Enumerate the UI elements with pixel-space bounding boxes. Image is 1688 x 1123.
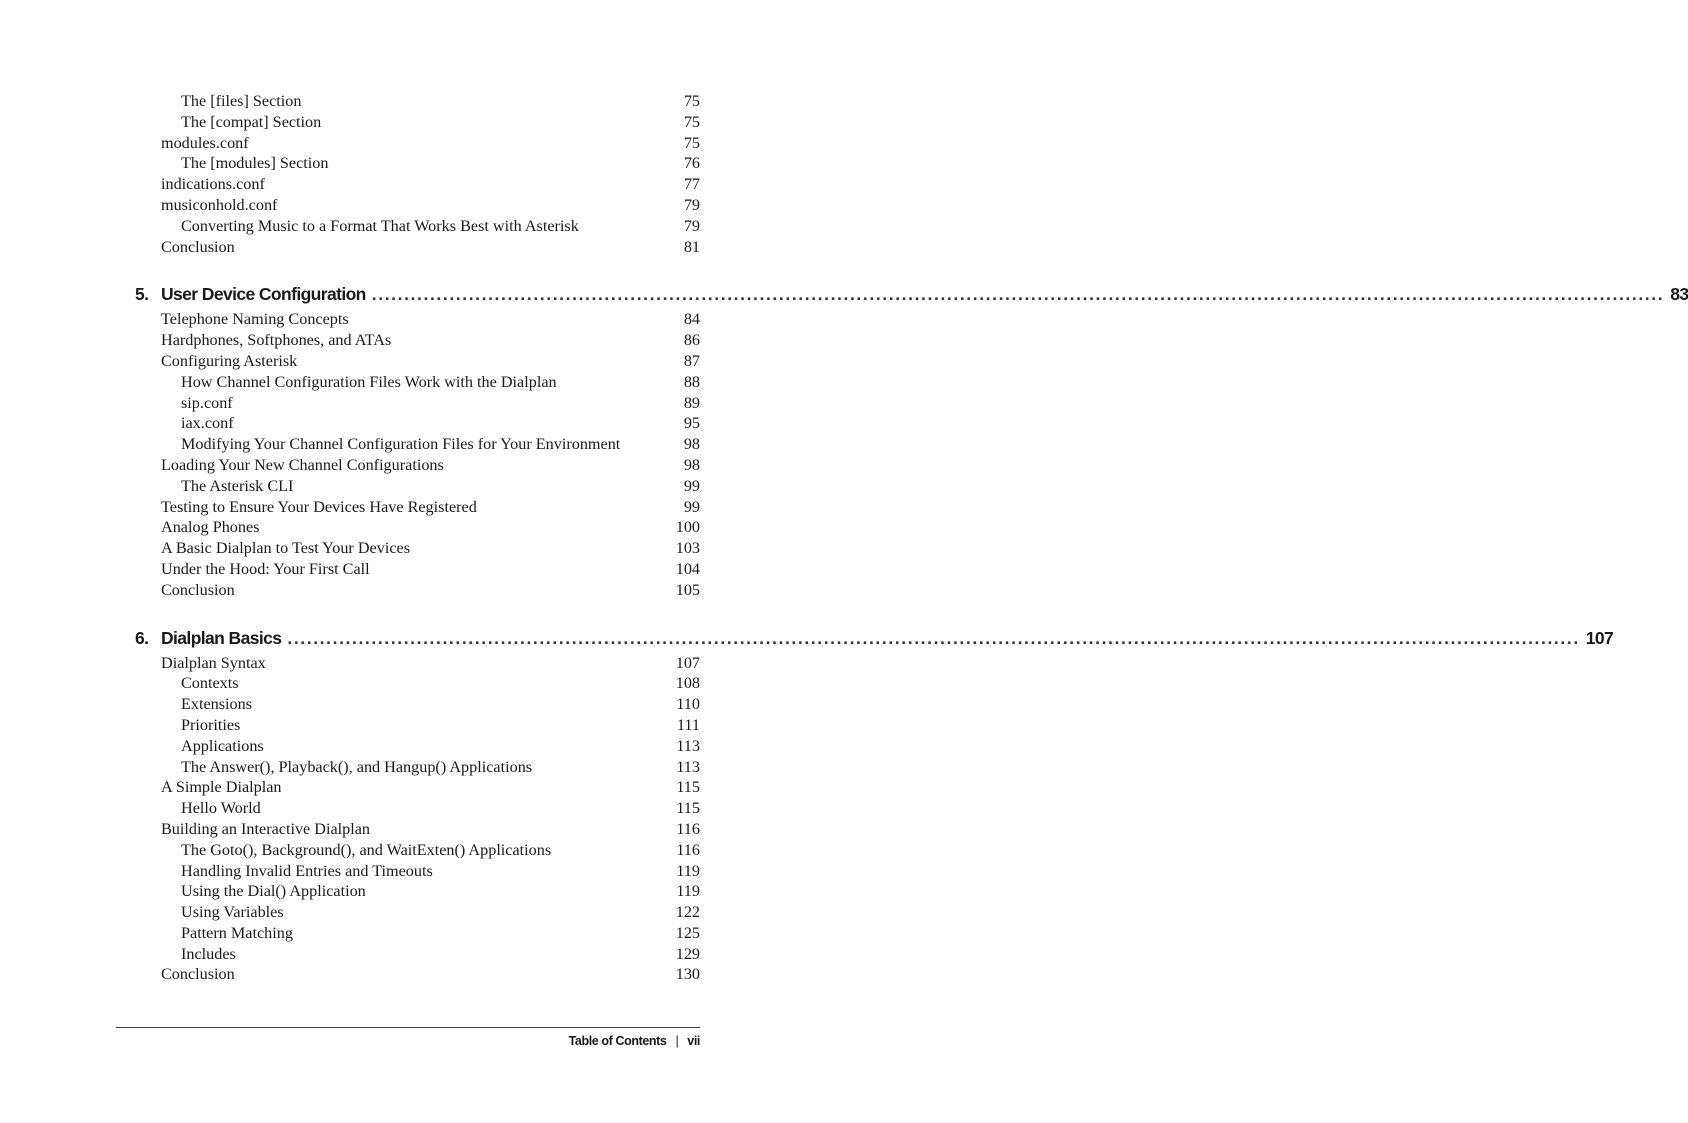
toc-entry-page: 113 xyxy=(676,736,700,755)
toc-entry-title: Conclusion xyxy=(161,237,235,256)
chapter-page: 107 xyxy=(1585,627,1614,648)
chapter-number: 6. xyxy=(135,627,149,648)
toc-entry[interactable] xyxy=(0,517,816,538)
toc-entry-page: 107 xyxy=(675,653,700,672)
toc-entry[interactable] xyxy=(0,902,816,923)
toc-entry-title: Priorities xyxy=(181,715,241,734)
toc-entry-page: 88 xyxy=(683,372,700,391)
toc-entry[interactable] xyxy=(0,330,816,351)
toc-entry[interactable] xyxy=(0,798,816,819)
toc-entry-page: 98 xyxy=(683,455,700,474)
page-footer xyxy=(569,1034,700,1048)
toc-entry[interactable] xyxy=(0,757,816,778)
toc-entry[interactable] xyxy=(0,861,816,882)
chapter-title: User Device Configuration xyxy=(161,284,366,305)
toc-entry[interactable] xyxy=(0,580,816,601)
toc-entry-title: iax.conf xyxy=(181,414,234,433)
toc-entry[interactable] xyxy=(0,133,816,154)
chapter-heading[interactable] xyxy=(0,623,1614,653)
toc-entry[interactable] xyxy=(0,538,816,559)
toc-entry-page: 115 xyxy=(676,799,700,818)
dot-leader: ........................................................................................................................................................................................................ xyxy=(287,627,1580,648)
toc-entry-title: Includes xyxy=(181,944,236,963)
toc-entry[interactable] xyxy=(0,455,816,476)
toc-entry-title: Under the Hood: Your First Call xyxy=(161,559,370,578)
toc-entry-title: Pattern Matching xyxy=(181,923,293,942)
toc-entry-page: 108 xyxy=(675,674,700,693)
toc-entry-page: 105 xyxy=(675,580,700,599)
toc-entry-page: 119 xyxy=(676,861,700,880)
toc-entry-page: 100 xyxy=(675,518,700,537)
toc-entry-page: 99 xyxy=(683,476,700,495)
toc-entry[interactable] xyxy=(0,923,816,944)
toc-entry-title: Converting Music to a Format That Works Best with Asterisk xyxy=(181,216,579,235)
toc-entry-title: Conclusion xyxy=(161,965,235,984)
toc-entry[interactable] xyxy=(0,673,816,694)
toc-entry-title: Testing to Ensure Your Devices Have Registered xyxy=(161,497,477,516)
toc-entry[interactable] xyxy=(0,309,816,330)
toc-entry[interactable] xyxy=(0,237,816,258)
toc-entry[interactable] xyxy=(0,736,816,757)
toc-entry-title: A Basic Dialplan to Test Your Devices xyxy=(161,539,410,558)
chapter-heading[interactable] xyxy=(0,279,1688,309)
toc-entry-page: 116 xyxy=(676,840,700,859)
toc-entry[interactable] xyxy=(0,216,816,237)
toc-entry-title: The Goto(), Background(), and WaitExten() Applications xyxy=(181,840,552,859)
toc-entry-title: Modifying Your Channel Configuration Files for Your Environment xyxy=(181,435,621,454)
footer-section-title: Table of Contents xyxy=(568,1034,667,1048)
toc-entry[interactable] xyxy=(0,434,816,455)
chapter-title: Dialplan Basics xyxy=(161,627,282,648)
toc-entry-title: The [files] Section xyxy=(181,92,302,110)
toc-entry-page: 75 xyxy=(683,112,700,131)
toc-entry[interactable] xyxy=(0,964,816,985)
footer-rule xyxy=(116,1027,700,1028)
toc-entry[interactable] xyxy=(0,653,816,674)
toc-entry-page: 98 xyxy=(683,435,700,454)
toc-entry-title: indications.conf xyxy=(161,175,265,194)
toc-entry-page: 84 xyxy=(683,310,700,329)
toc-entry-title: Applications xyxy=(181,736,264,755)
toc-entry-title: The [compat] Section xyxy=(181,112,322,131)
toc-entry-title: Conclusion xyxy=(161,580,235,599)
toc-entry-page: 75 xyxy=(683,92,700,110)
toc-entry-title: Extensions xyxy=(181,695,253,714)
toc-entry[interactable] xyxy=(0,476,816,497)
toc-entry-title: How Channel Configuration Files Work with the Dialplan xyxy=(181,372,557,391)
toc-entry[interactable] xyxy=(0,91,816,112)
toc-entry-page: 122 xyxy=(675,903,700,922)
toc-entry-title: Handling Invalid Entries and Timeouts xyxy=(181,861,433,880)
toc-entry-page: 76 xyxy=(683,154,700,173)
toc-entry-page: 87 xyxy=(683,351,700,370)
toc-entry[interactable] xyxy=(0,112,816,133)
toc-entry-title: Using Variables xyxy=(181,903,284,922)
dot-leader: ........................................................................................................................................................................................................ xyxy=(371,284,1665,305)
toc-entry-title: Loading Your New Channel Configurations xyxy=(161,455,444,474)
toc-entry-title: Contexts xyxy=(181,674,239,693)
toc-entry-page: 75 xyxy=(683,133,700,152)
toc-entry-page: 115 xyxy=(676,778,700,797)
chapter-number: 5. xyxy=(135,284,149,305)
toc-entry-page: 79 xyxy=(683,216,700,235)
toc-entry[interactable] xyxy=(0,153,816,174)
toc-entry-title: Hello World xyxy=(181,799,261,818)
toc-entry-page: 81 xyxy=(683,237,700,256)
toc-entry-page: 111 xyxy=(676,715,700,734)
toc-entry[interactable] xyxy=(0,393,816,414)
toc-entry-page: 130 xyxy=(675,965,700,984)
chapter-page: 83 xyxy=(1670,284,1688,305)
toc-entry-title: Using the Dial() Application xyxy=(181,882,366,901)
toc-entry-page: 113 xyxy=(676,757,700,776)
toc-entry[interactable] xyxy=(0,694,816,715)
toc-entry-title: A Simple Dialplan xyxy=(161,778,282,797)
table-of-contents xyxy=(0,91,1688,985)
toc-entry-title: musiconhold.conf xyxy=(161,195,278,214)
toc-entry-page: 89 xyxy=(683,393,700,412)
toc-entry[interactable] xyxy=(0,881,816,902)
footer-separator: | xyxy=(675,1034,679,1048)
toc-entry-page: 86 xyxy=(683,331,700,350)
toc-entry-page: 110 xyxy=(676,695,700,714)
toc-entry-title: sip.conf xyxy=(181,393,233,412)
toc-entry-page: 95 xyxy=(683,414,700,433)
toc-entry-title: Dialplan Syntax xyxy=(161,653,266,672)
toc-entry-title: Analog Phones xyxy=(161,518,260,537)
toc-entry[interactable] xyxy=(0,372,816,393)
toc-entry-title: The Asterisk CLI xyxy=(181,476,294,495)
toc-entry-page: 99 xyxy=(683,497,700,516)
toc-entry-page: 104 xyxy=(675,559,700,578)
toc-entry[interactable] xyxy=(0,497,816,518)
toc-entry-page: 116 xyxy=(676,819,700,838)
toc-entry[interactable] xyxy=(0,715,816,736)
toc-entry[interactable] xyxy=(0,413,816,434)
toc-entry[interactable] xyxy=(0,559,816,580)
toc-entry[interactable] xyxy=(0,819,816,840)
toc-entry[interactable] xyxy=(0,840,816,861)
toc-entry-page: 77 xyxy=(683,175,700,194)
toc-entry[interactable] xyxy=(0,195,816,216)
toc-entry-title: Building an Interactive Dialplan xyxy=(161,819,371,838)
toc-entry-title: Configuring Asterisk xyxy=(161,351,298,370)
toc-entry[interactable] xyxy=(0,351,816,372)
toc-entry-page: 103 xyxy=(675,539,700,558)
toc-entry-title: The [modules] Section xyxy=(181,154,329,173)
toc-entry[interactable] xyxy=(0,944,816,965)
toc-entry-page: 129 xyxy=(675,944,700,963)
toc-entry-title: modules.conf xyxy=(161,133,249,152)
toc-entry[interactable] xyxy=(0,777,816,798)
toc-entry-page: 119 xyxy=(676,882,700,901)
toc-entry[interactable] xyxy=(0,174,816,195)
toc-entry-title: Telephone Naming Concepts xyxy=(161,310,349,329)
footer-page-number: vii xyxy=(687,1034,700,1048)
toc-entry-page: 125 xyxy=(675,923,700,942)
toc-entry-title: The Answer(), Playback(), and Hangup() Applications xyxy=(181,757,533,776)
toc-entry-title: Hardphones, Softphones, and ATAs xyxy=(161,331,392,350)
toc-entry-page: 79 xyxy=(683,195,700,214)
